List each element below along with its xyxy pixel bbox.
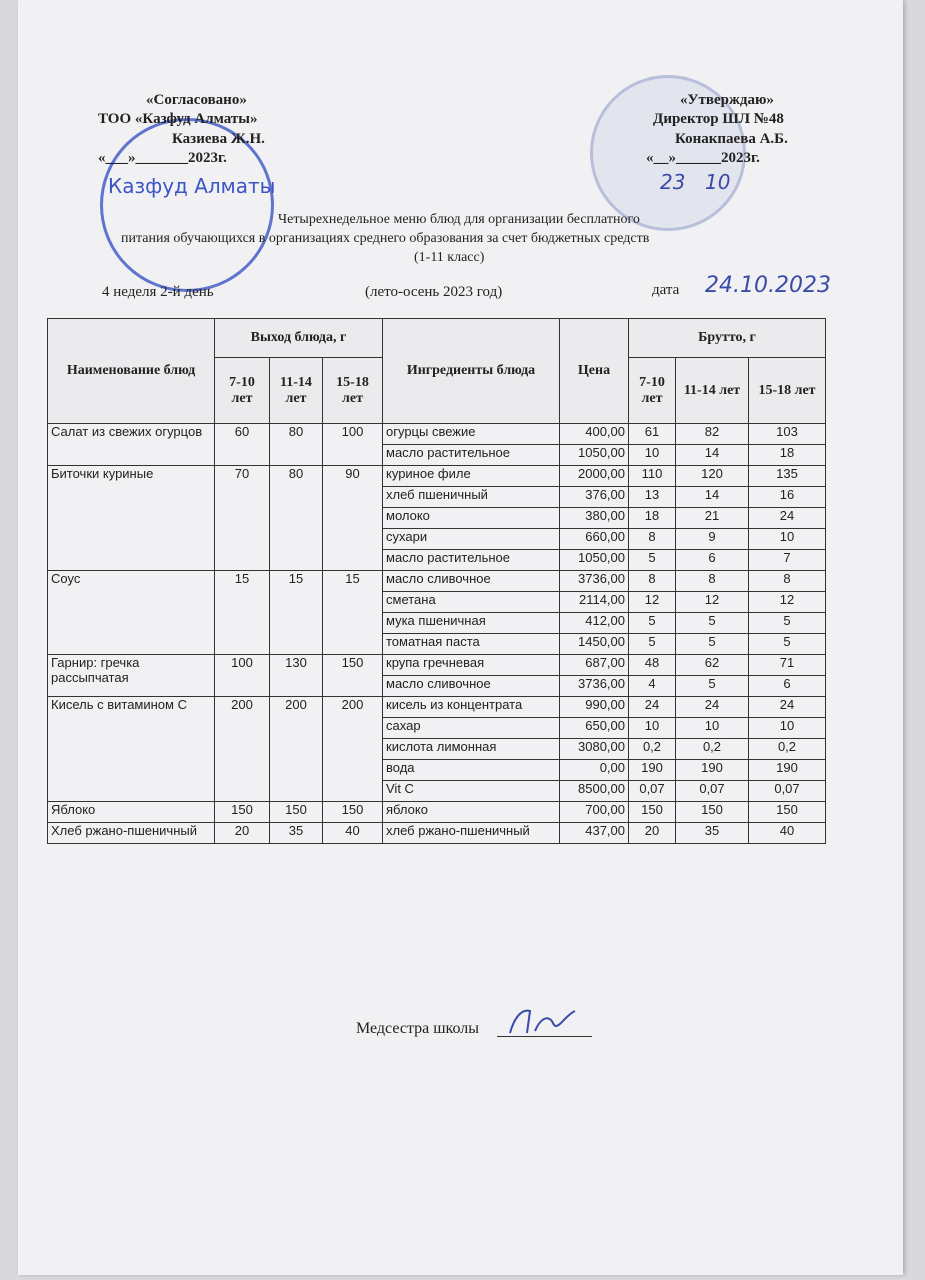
yield-15-18: 150 <box>323 655 383 697</box>
brutto-7-10: 5 <box>629 550 676 571</box>
brutto-7-10: 5 <box>629 613 676 634</box>
ingredient-name: куриное филе <box>383 466 560 487</box>
yield-11-14: 130 <box>270 655 323 697</box>
season: (лето-осень 2023 год) <box>365 284 503 300</box>
nurse-label: Медсестра школы <box>356 1020 480 1037</box>
table-row <box>48 424 826 445</box>
yield-7-10: 70 <box>215 466 270 571</box>
date-label: дата <box>652 282 680 298</box>
brutto-7-10: 8 <box>629 529 676 550</box>
table-row <box>48 697 826 718</box>
left-org: ТОО «Казфуд Алматы» <box>98 111 258 127</box>
ingredient-name: масло растительное <box>383 445 560 466</box>
brutto-11-14: 0,07 <box>676 781 749 802</box>
ingredient-price: 8500,00 <box>560 781 629 802</box>
brutto-7-10: 4 <box>629 676 676 697</box>
brutto-7-10: 18 <box>629 508 676 529</box>
brutto-7-10: 10 <box>629 445 676 466</box>
brutto-11-14: 5 <box>676 676 749 697</box>
brutto-15-18: 7 <box>749 550 826 571</box>
yield-age-2: 11-14 лет <box>270 358 323 424</box>
brutto-15-18: 190 <box>749 760 826 781</box>
yield-age-3: 15-18 лет <box>323 358 383 424</box>
ingredient-name: Vit C <box>383 781 560 802</box>
brutto-11-14: 120 <box>676 466 749 487</box>
brutto-11-14: 12 <box>676 592 749 613</box>
ingredient-name: вода <box>383 760 560 781</box>
ingredient-name: сухари <box>383 529 560 550</box>
yield-11-14: 80 <box>270 466 323 571</box>
ingredient-price: 380,00 <box>560 508 629 529</box>
yield-7-10: 200 <box>215 697 270 802</box>
brutto-age-2: 11-14 лет <box>676 358 749 424</box>
brutto-7-10: 12 <box>629 592 676 613</box>
yield-11-14: 80 <box>270 424 323 466</box>
brutto-7-10: 0,07 <box>629 781 676 802</box>
ingredient-price: 376,00 <box>560 487 629 508</box>
table-row <box>48 802 826 823</box>
brutto-7-10: 61 <box>629 424 676 445</box>
brutto-7-10: 10 <box>629 718 676 739</box>
doc-title-1: Четырехнедельное меню блюд для организации бесплатного <box>278 212 640 227</box>
brutto-15-18: 0,2 <box>749 739 826 760</box>
brutto-7-10: 13 <box>629 487 676 508</box>
ingredient-price: 650,00 <box>560 718 629 739</box>
brutto-11-14: 62 <box>676 655 749 676</box>
left-date: «___»_______2023г. <box>98 150 227 166</box>
brutto-11-14: 0,2 <box>676 739 749 760</box>
brutto-15-18: 8 <box>749 571 826 592</box>
ingredient-price: 3736,00 <box>560 571 629 592</box>
brutto-15-18: 6 <box>749 676 826 697</box>
brutto-age-3: 15-18 лет <box>749 358 826 424</box>
ingredient-name: кислота лимонная <box>383 739 560 760</box>
ingredient-price: 2114,00 <box>560 592 629 613</box>
brutto-11-14: 190 <box>676 760 749 781</box>
brutto-7-10: 48 <box>629 655 676 676</box>
dish-name: Хлеб ржано-пшеничный <box>48 823 215 844</box>
yield-15-18: 90 <box>323 466 383 571</box>
ingredient-name: хлеб ржано-пшеничный <box>383 823 560 844</box>
doc-title-2: питания обучающихся в организациях среднего образования за счет бюджетных средств <box>121 231 650 246</box>
yield-11-14: 35 <box>270 823 323 844</box>
brutto-11-14: 150 <box>676 802 749 823</box>
table-row <box>48 655 826 676</box>
brutto-15-18: 24 <box>749 508 826 529</box>
brutto-11-14: 9 <box>676 529 749 550</box>
brutto-11-14: 5 <box>676 634 749 655</box>
right-date-day: 23 <box>660 170 686 194</box>
dish-name: Салат из свежих огурцов <box>48 424 215 466</box>
brutto-15-18: 0,07 <box>749 781 826 802</box>
ingredient-name: томатная паста <box>383 634 560 655</box>
ingredient-name: хлеб пшеничный <box>383 487 560 508</box>
yield-age-1: 7-10 лет <box>215 358 270 424</box>
brutto-15-18: 10 <box>749 718 826 739</box>
yield-7-10: 60 <box>215 424 270 466</box>
brutto-15-18: 71 <box>749 655 826 676</box>
ingredient-price: 3080,00 <box>560 739 629 760</box>
brutto-11-14: 35 <box>676 823 749 844</box>
nurse-signature <box>505 1005 585 1037</box>
yield-7-10: 150 <box>215 802 270 823</box>
left-signer: Казиева Ж.Н. <box>172 131 265 147</box>
yield-15-18: 200 <box>323 697 383 802</box>
col-brutto: Брутто, г <box>629 319 826 358</box>
table-row <box>48 571 826 592</box>
brutto-15-18: 10 <box>749 529 826 550</box>
yield-7-10: 15 <box>215 571 270 655</box>
brutto-15-18: 150 <box>749 802 826 823</box>
dish-name: Соус <box>48 571 215 655</box>
brutto-15-18: 40 <box>749 823 826 844</box>
yield-15-18: 40 <box>323 823 383 844</box>
brutto-15-18: 16 <box>749 487 826 508</box>
dish-name: Биточки куриные <box>48 466 215 571</box>
brutto-7-10: 5 <box>629 634 676 655</box>
yield-15-18: 15 <box>323 571 383 655</box>
brutto-15-18: 5 <box>749 613 826 634</box>
ingredient-name: кисель из концентрата <box>383 697 560 718</box>
brutto-11-14: 21 <box>676 508 749 529</box>
menu-table <box>47 318 826 844</box>
ingredient-name: крупа гречневая <box>383 655 560 676</box>
ingredient-name: мука пшеничная <box>383 613 560 634</box>
brutto-15-18: 18 <box>749 445 826 466</box>
ingredient-price: 990,00 <box>560 697 629 718</box>
brutto-11-14: 82 <box>676 424 749 445</box>
brutto-11-14: 5 <box>676 613 749 634</box>
brutto-11-14: 14 <box>676 487 749 508</box>
ingredient-price: 400,00 <box>560 424 629 445</box>
ingredient-name: огурцы свежие <box>383 424 560 445</box>
brutto-7-10: 20 <box>629 823 676 844</box>
ingredient-price: 1050,00 <box>560 445 629 466</box>
ingredient-name: масло растительное <box>383 550 560 571</box>
brutto-age-1: 7-10 лет <box>629 358 676 424</box>
right-date-month: 10 <box>705 170 731 194</box>
week-day: 4 неделя 2-й день <box>102 284 214 300</box>
ingredient-price: 412,00 <box>560 613 629 634</box>
date-value: 24.10.2023 <box>705 273 831 298</box>
brutto-7-10: 190 <box>629 760 676 781</box>
brutto-11-14: 24 <box>676 697 749 718</box>
brutto-15-18: 5 <box>749 634 826 655</box>
right-signer: Конакпаева А.Б. <box>675 131 788 147</box>
col-name: Наименование блюд <box>48 319 215 424</box>
ingredient-name: молоко <box>383 508 560 529</box>
brutto-15-18: 12 <box>749 592 826 613</box>
ingredient-price: 700,00 <box>560 802 629 823</box>
ingredient-price: 1450,00 <box>560 634 629 655</box>
yield-11-14: 200 <box>270 697 323 802</box>
yield-7-10: 100 <box>215 655 270 697</box>
brutto-7-10: 24 <box>629 697 676 718</box>
ingredient-name: масло сливочное <box>383 571 560 592</box>
ingredient-name: яблоко <box>383 802 560 823</box>
table-row <box>48 823 826 844</box>
col-price: Цена <box>560 319 629 424</box>
brutto-7-10: 110 <box>629 466 676 487</box>
right-date: «__»______2023г. <box>646 150 760 166</box>
table-row <box>48 466 826 487</box>
ingredient-name: масло сливочное <box>383 676 560 697</box>
brutto-7-10: 0,2 <box>629 739 676 760</box>
ingredient-price: 687,00 <box>560 655 629 676</box>
doc-title-3: (1-11 класс) <box>414 250 485 265</box>
dish-name: Яблоко <box>48 802 215 823</box>
col-yield: Выход блюда, г <box>215 319 383 358</box>
ingredient-price: 0,00 <box>560 760 629 781</box>
right-position: Директор ШЛ №48 <box>653 111 784 127</box>
brutto-11-14: 6 <box>676 550 749 571</box>
brutto-7-10: 8 <box>629 571 676 592</box>
brutto-15-18: 103 <box>749 424 826 445</box>
yield-15-18: 100 <box>323 424 383 466</box>
yield-15-18: 150 <box>323 802 383 823</box>
ingredient-name: сахар <box>383 718 560 739</box>
brutto-15-18: 24 <box>749 697 826 718</box>
ingredient-price: 1050,00 <box>560 550 629 571</box>
yield-11-14: 15 <box>270 571 323 655</box>
dish-name: Кисель с витамином С <box>48 697 215 802</box>
approve-title-right: «Утверждаю» <box>680 92 774 108</box>
yield-11-14: 150 <box>270 802 323 823</box>
ingredient-price: 2000,00 <box>560 466 629 487</box>
ingredient-name: сметана <box>383 592 560 613</box>
brutto-15-18: 135 <box>749 466 826 487</box>
ingredient-price: 3736,00 <box>560 676 629 697</box>
ingredient-price: 660,00 <box>560 529 629 550</box>
col-ingredients: Ингредиенты блюда <box>383 319 560 424</box>
stamp-text: Казфуд Алматы <box>108 174 276 198</box>
ingredient-price: 437,00 <box>560 823 629 844</box>
brutto-7-10: 150 <box>629 802 676 823</box>
dish-name: Гарнир: гречка рассыпчатая <box>48 655 215 697</box>
brutto-11-14: 8 <box>676 571 749 592</box>
approved-title-left: «Согласовано» <box>146 92 247 108</box>
brutto-11-14: 10 <box>676 718 749 739</box>
yield-7-10: 20 <box>215 823 270 844</box>
brutto-11-14: 14 <box>676 445 749 466</box>
